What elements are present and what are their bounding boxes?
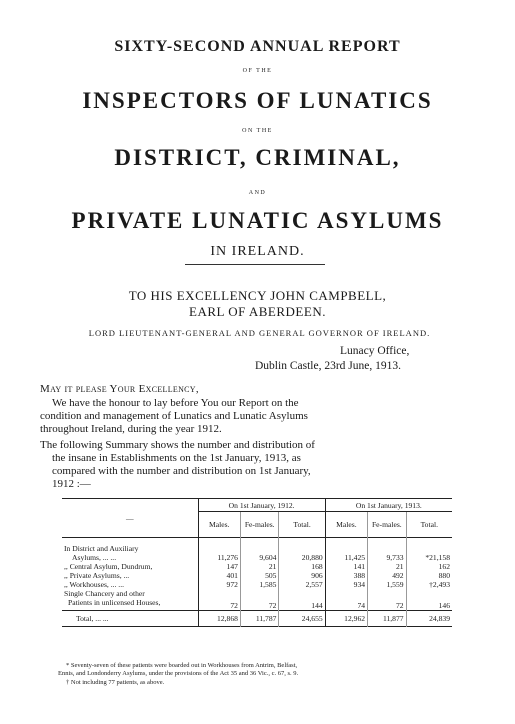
group-head-1912: On 1st January, 1912. [198,499,325,512]
cell: 1,585 [240,580,279,589]
total-row [62,610,452,626]
cell: 934 [325,580,367,589]
total-cell: 12,868 [198,610,240,626]
para2-line1: The following Summary shows the number and distribution of [40,439,315,451]
cell: 505 [240,571,279,580]
cell: 401 [198,571,240,580]
cell: 11,276 [198,544,240,562]
cell: 880 [438,570,450,580]
sub-females-1913: Fe-males. [368,512,407,538]
para2-line2: the insane in Establishments on the 1st January, 1913, as [52,452,301,464]
total-label: Total, ... ... [62,610,198,626]
cell: 72 [198,589,240,611]
summary-table [62,498,452,627]
cell: 388 [325,571,367,580]
sub-females-1912: Fe-males. [240,512,279,538]
row-label: ,, Private Asylums, ... [62,571,198,580]
cell: 72 [240,589,279,611]
title-in-ireland: IN IRELAND. [210,244,305,259]
cell: 972 [198,580,240,589]
cell: 2,557 [279,580,325,589]
row-label: ,, Central Asylum, Dundrum, [62,562,198,571]
para1-line1: We have the honour to lay before You our Report on the [52,397,299,409]
cell: 20,880 [279,544,325,562]
total-cell: 11,877 [368,610,407,626]
report-title-inspectors: INSPECTORS OF LUNATICS [82,88,433,113]
lunacy-office: Lunacy Office, [340,345,410,357]
address-to: TO HIS EXCELLENCY JOHN CAMPBELL, [128,288,387,303]
group-head-1913: On 1st January, 1913. [325,499,452,512]
para1-line2: condition and management of Lunatics and Lunatic Asylums [40,410,308,422]
cell: 168 [279,562,325,571]
total-cell: 11,787 [240,610,279,626]
footnote-star-2: Ennis, and Londonderry Asylums, under the provisions of the Act 35 and 36 Vic., c. 67, s. 9. [58,670,299,677]
cell: 147 [198,562,240,571]
title-of-the: OF THE [242,68,273,74]
cell: 74 [325,589,367,611]
para1-line3: throughout Ireland, during the year 1912. [40,423,222,435]
cell: 21 [368,562,407,571]
cell: 492 [368,571,407,580]
cell: †2,493 [429,579,450,589]
cell: 906 [279,571,325,580]
report-title-private: PRIVATE LUNATIC ASYLUMS [71,208,444,233]
table-row [62,571,452,580]
cell: 9,733 [368,544,407,562]
row-label: ,, Workhouses, ... ... [62,580,198,589]
cell: 162 [438,561,450,571]
table-row [62,562,452,571]
table-row [62,589,452,611]
report-title-district: DISTRICT, CRIMINAL, [114,145,401,170]
cell: 141 [325,562,367,571]
cell: *21,158 [425,552,450,562]
footnote-star-1: * Seventy-seven of these patients were boarded out in Workhouses from Antrim, Belfast, [66,662,298,669]
title-rule [185,264,325,265]
row-label: Single Chancery and other [64,588,145,598]
table-row [62,580,452,589]
total-cell: 12,962 [325,610,367,626]
sub-total-1913: Total. [420,520,438,529]
para2-line3: compared with the number and distribution on 1st January, [52,465,311,477]
address-earl: EARL OF ABERDEEN. [189,304,326,319]
total-cell: 24,655 [279,610,325,626]
stub-head: — [62,499,198,538]
cell: 144 [279,589,325,611]
cell: 72 [368,589,407,611]
footnote-dagger: † Not including 77 patients, as above. [66,679,165,686]
salutation: May it please Your Excellency, [40,383,199,395]
report-title-line1: SIXTY-SECOND ANNUAL REPORT [114,38,401,55]
lord-title-text: LORD LIEUTENANT-GENERAL AND GENERAL GOVERNOR OF IRELAND. [88,328,431,338]
table-row [62,544,452,562]
summary-table-wrap [62,498,452,627]
cell: 9,604 [240,544,279,562]
title-on-the: ON THE [242,128,273,134]
para2-line4: 1912 :— [52,478,91,490]
sub-total-1912: Total. [279,512,325,538]
cell: 146 [438,600,450,610]
cell: 21 [240,562,279,571]
cell: 11,425 [325,544,367,562]
cell: 1,559 [368,580,407,589]
row-label: In District and Auxiliary [64,543,139,553]
row-label-cont: Patients in unlicensed Houses, [68,597,161,607]
sub-males-1912: Males. [198,512,240,538]
title-and: AND [248,190,267,196]
address-lord [22,323,497,341]
sub-males-1913: Males. [325,512,367,538]
dateline: Dublin Castle, 23rd June, 1913. [255,360,401,372]
row-label-cont: Asylums, ... ... [72,552,117,562]
total-cell: 24,839 [429,613,450,623]
